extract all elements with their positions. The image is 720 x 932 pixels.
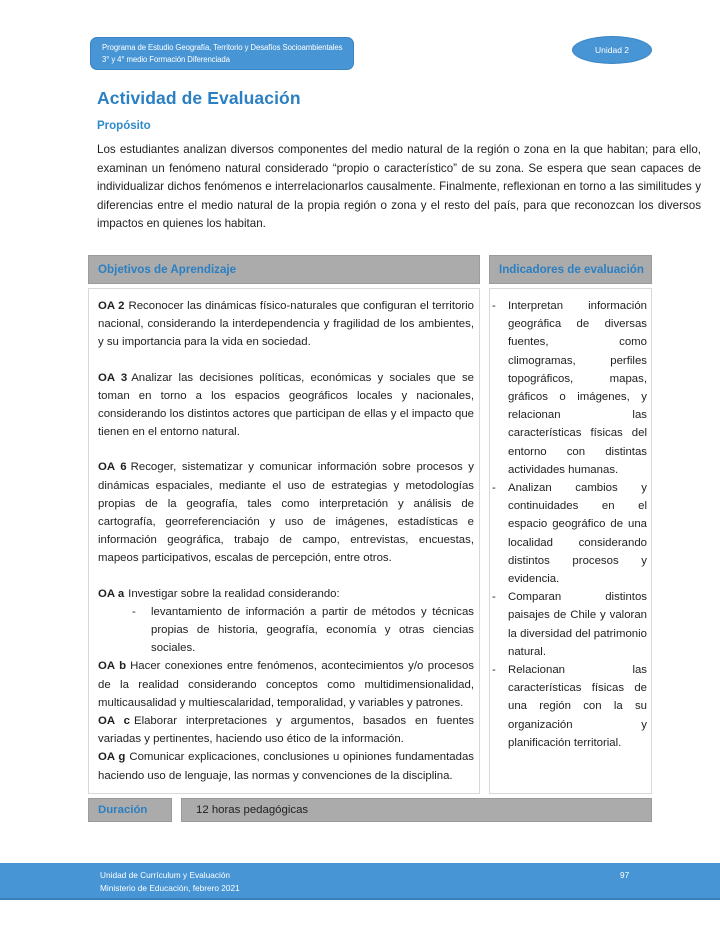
indicator-item bbox=[492, 479, 647, 588]
objective-text: Investigar sobre la realidad considerando: bbox=[128, 587, 340, 600]
indicator-item bbox=[492, 297, 647, 479]
indicator-text: Analizan cambios y continuidades en el espacio geográfico de una localidad considerando distintos procesos y evidencia. bbox=[508, 482, 647, 586]
table-header-row bbox=[88, 255, 652, 284]
duration-row bbox=[88, 798, 652, 822]
column-header-indicators: Indicadores de evaluación bbox=[489, 255, 652, 284]
objectives-cell bbox=[88, 288, 480, 794]
indicator-item bbox=[492, 588, 647, 661]
indicator-text: Interpretan información geográfica de diversas fuentes, como climogramas, perfiles topográficos, mapas, gráficos o imágenes, y relacionan las características físicas del entorno con distintas actividades humanas. bbox=[508, 300, 647, 476]
indicator-text: Comparan distintos paisajes de Chile y valoran la diversidad del patrimonio natural. bbox=[508, 591, 647, 658]
objective-code: OA 3 bbox=[98, 371, 128, 384]
bullet-text: levantamiento de información a partir de métodos y técnicas propias de historia, geografía, economía y otras ciencias sociales. bbox=[151, 605, 474, 655]
indicators-cell bbox=[489, 288, 652, 794]
objective-code: OA b bbox=[98, 660, 127, 673]
footer-bar bbox=[0, 863, 720, 900]
objective-oa-g bbox=[98, 748, 474, 784]
objective-text: Reconocer las dinámicas físico-naturales que configuran el territorio nacional, considerando la interdependencia y fragilidad de los ambientes, y su importancia para la vida en sociedad. bbox=[98, 300, 474, 349]
indicator-dash: - bbox=[492, 300, 496, 312]
program-title-line2: 3° y 4° medio Formación Diferenciada bbox=[102, 54, 230, 64]
indicator-dash: - bbox=[492, 664, 496, 677]
objective-code: OA c bbox=[98, 715, 130, 728]
objective-text: Comunicar explicaciones, conclusiones u opiniones fundamentadas haciendo uso de lenguaje, las normas y convenciones de la disciplina. bbox=[98, 751, 474, 782]
objective-code: OA 2 bbox=[98, 300, 125, 312]
indicator-item bbox=[492, 661, 647, 752]
footer-line1: Unidad de Currículum y Evaluación bbox=[100, 870, 231, 880]
objective-text: Recoger, sistematizar y comunicar información sobre procesos y dinámicas espaciales, mediante el uso de estrategias y metodologías propias de la geografía, tales como interpretación y análisis de cartografía, georreferenciación y uso de imágenes, estadísticas e información geográfica, trabajo de campo, entrevistas, encuestas, mapeos participativos, escalas de percepción, entre otros. bbox=[98, 461, 474, 565]
program-title-line1: Programa de Estudio Geografía, Territorio y Desafíos Socioambientales bbox=[102, 43, 343, 52]
objective-code: OA 6 bbox=[98, 461, 127, 474]
objective-code: OA g bbox=[98, 751, 126, 764]
objective-code: OA a bbox=[98, 587, 125, 600]
unit-badge bbox=[572, 36, 652, 64]
duration-value: 12 horas pedagógicas bbox=[181, 798, 652, 822]
objective-text: Hacer conexiones entre fenómenos, acontecimientos y/o procesos de la realidad considerando conceptos como multidimensionalidad, multicausalidad y multiescalaridad, temporalidad, y variables y patrones. bbox=[98, 660, 474, 709]
objective-oa2 bbox=[98, 297, 474, 352]
objective-oa-c bbox=[98, 712, 474, 748]
page-title: Actividad de Evaluación bbox=[97, 88, 301, 108]
purpose-heading: Propósito bbox=[97, 120, 151, 132]
bullet-dash: - bbox=[132, 605, 136, 618]
program-title-box bbox=[90, 37, 354, 70]
page-number: 97 bbox=[620, 870, 630, 880]
objective-text: Analizar las decisiones políticas, económicas y sociales que se toman en torno a los espacios geográficos locales y nacionales, considerando los distintos actores que participan de ellas y el impacto que tienen en el entorno natural. bbox=[98, 371, 474, 439]
indicator-dash: - bbox=[492, 482, 496, 495]
purpose-paragraph: Los estudiantes analizan diversos componentes del medio natural de la región o zona en la que habitan; para ello, examinan un fenómeno natural considerado “propio o característico” de su zona. Se espera que sean capaces de individualizar dichos fenómenos e interrelacionarlos causalmente. Finalmente, reflexionan en torno a las similitudes y diferencias entre el medio natural de la propia región o zona y el resto del país, para que reconozcan los diversos impactos en quienes los habitan. bbox=[97, 143, 701, 231]
objective-text: Elaborar interpretaciones y argumentos, basados en fuentes variadas y pertinentes, haciendo uso ético de la información. bbox=[98, 715, 474, 746]
duration-label: Duración bbox=[88, 798, 172, 822]
objectives-indicators-table bbox=[88, 255, 652, 826]
objective-oa6 bbox=[98, 458, 474, 567]
objective-oa3 bbox=[98, 369, 474, 442]
objective-oa-a-bullet bbox=[132, 603, 474, 658]
column-header-objectives: Objetivos de Aprendizaje bbox=[88, 255, 480, 284]
footer-text bbox=[100, 869, 240, 895]
objective-oa-b bbox=[98, 657, 474, 712]
table-body-row bbox=[88, 288, 652, 794]
objective-oa-a bbox=[98, 585, 474, 603]
indicator-dash: - bbox=[492, 591, 496, 604]
footer-line2: Ministerio de Educación, febrero 2021 bbox=[100, 882, 240, 893]
indicator-text: Relacionan las características físicas de una región con la su organización y planificación territorial. bbox=[508, 664, 647, 749]
unit-badge-label: Unidad 2 bbox=[594, 45, 630, 55]
